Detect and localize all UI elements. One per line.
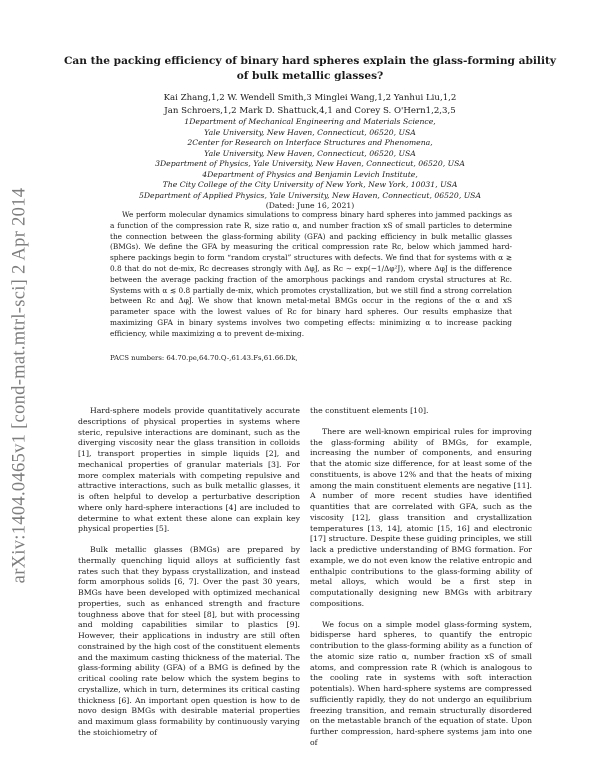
abstract: We perform molecular dynamics simulations to compress binary hard spheres into jammed packings as a function of the compression rate R, size ratio α, and number fraction xS of small particles to determine the connection between the glass-forming ability (GFA) and packing efficiency in bulk metallic glasses (BMGs). We define the GFA by measuring the critical compression rate Rc, below which jammed hard-sphere packings begin to form “random crystal” structures with defects. We find that for systems with α ≳ 0.8 that do not de-mix, Rc decreases strongly with ΔφJ, as Rc ∼ exp(−1/Δφ²J), where ΔφJ is the difference between the average packing fraction of the amorphous packings and random crystal structures at Rc. Systems with α ≲ 0.8 partially de-mix, which promotes crystallization, but we still find a strong correlation between Rc and ΔφJ. We show that known metal-metal BMGs occur in the regions of the α and xS parameter space with the lowest values of Rc for binary hard spheres. Our results emphasize that maximizing GFA in binary systems involves two competing effects: minimizing α to increase packing efficiency, while maximizing α to prevent de-mixing. [110, 210, 512, 338]
arxiv-stamp-text: arXiv:1404.0465v1 [cond-mat.mtrl-sci] 2 Apr 2014 [9, 187, 30, 583]
affiliation-line: 2Center for Research on Interface Structures and Phenomena, [187, 138, 433, 147]
affiliation-line: 1Department of Mechanical Engineering and Materials Science, [184, 117, 436, 126]
affiliation-line: Yale University, New Haven, Connecticut, 06520, USA [204, 148, 416, 158]
body-paragraph: There are well-known empirical rules for improving the glass-forming ability of BMGs, for example, increasing the number of components, and ensuring that the atomic size difference, for at least some of the constituents, is above 12% and that the heats of mixing among the main constituent elements are negative [11]. A number of more recent studies have identified quantities that are correlated with GFA, such as the viscosity [12], glass transition and crystallization temperatures [13, 14], atomic [15, 16] and electronic [17] structure. Despite these guiding principles, we still lack a predictive understanding of BMG formation. For example, we do not even know the relative entropic and enthalpic contributions to the glass-forming ability of metal alloys, which would be a first step in computationally designing new BMGs with arbitrary compositions. [310, 426, 532, 608]
body-paragraph: Hard-sphere models provide quantitatively accurate descriptions of physical properties in systems where steric, repulsive interactions are dominant, such as the diverging viscosity near the glass transition in colloids [1], transport properties in simple liquids [2], and mechanical properties of granular materials [3]. For more complex materials with competing repulsive and attractive interactions, such as bulk metallic glasses, it is often helpful to develop a perturbative description where only hard-sphere interactions [4] are included to determine to what extent these alone can explain key physical properties [5]. [78, 406, 300, 534]
body-paragraph: the constituent elements [10]. [310, 406, 429, 415]
right-column [310, 406, 532, 759]
affiliation-line: 3Department of Physics, Yale University, New Haven, Connecticut, 06520, USA [155, 159, 465, 168]
body-paragraph: We focus on a simple model glass-forming system, bidisperse hard spheres, to quantify the entropic contribution to the glass-forming ability as a function of the atomic size ratio α, number fraction xS of small atoms, and compression rate R (which is analogous to the cooling rate in systems with soft interaction potentials). When hard-sphere systems are compressed sufficiently rapidly, they do not undergo an equilibrium freezing transition, and remain structurally disordered on the metastable branch of the equation of state. Upon further compression, hard-sphere systems jam into one of [310, 619, 532, 747]
affiliation-line: The City College of the City University of New York, New York, 10031, USA [162, 180, 458, 189]
paper-title: Can the packing efficiency of binary hard spheres explain the glass-forming ability of bulk metallic glasses? [63, 55, 557, 82]
author-line: Kai Zhang,1,2 W. Wendell Smith,3 Minglei Wang,1,2 Yanhui Liu,1,2 [163, 93, 457, 103]
author-list [60, 92, 560, 117]
affiliation-line: Yale University, New Haven, Connecticut, 06520, USA [204, 127, 416, 137]
affiliation-line: 5Department of Applied Physics, Yale University, New Haven, Connecticut, 06520, USA [138, 190, 482, 200]
pacs-numbers: PACS numbers: 64.70.pe,64.70.Q-,61.43.Fs,61.66.Dk, [110, 354, 298, 362]
affiliation-line: 4Department of Physics and Benjamin Levich Institute, [202, 169, 418, 179]
left-column [78, 406, 300, 749]
body-paragraph: Bulk metallic glasses (BMGs) are prepared by thermally quenching liquid alloys at sufficiently fast rates such that they bypass crystallization, and instead form amorphous solids [6, 7]. Over the past 30 years, BMGs have been developed with optimized mechanical properties, such as enhanced strength and fracture toughness above that for steel [8], but with processing and molding capabilities similar to plastics [9]. However, their applications in industry are still often constrained by the high cost of the constituent elements and the maximum casting thickness of the material. The glass-forming ability (GFA) of a BMG is defined by the critical cooling rate below which the system begins to crystallize, which in turn, determines its critical casting thickness [6]. An important open question is how to de novo design BMGs with desirable material properties and maximum glass formability by continuously varying the stoichiometry of [78, 545, 300, 737]
affiliation-list [60, 117, 560, 212]
arxiv-stamp [2, 150, 38, 620]
date-line: (Dated: June 16, 2021) [265, 201, 355, 210]
author-line: Jan Schroers,1,2 Mark D. Shattuck,4,1 and Corey S. O'Hern1,2,3,5 [164, 105, 456, 116]
